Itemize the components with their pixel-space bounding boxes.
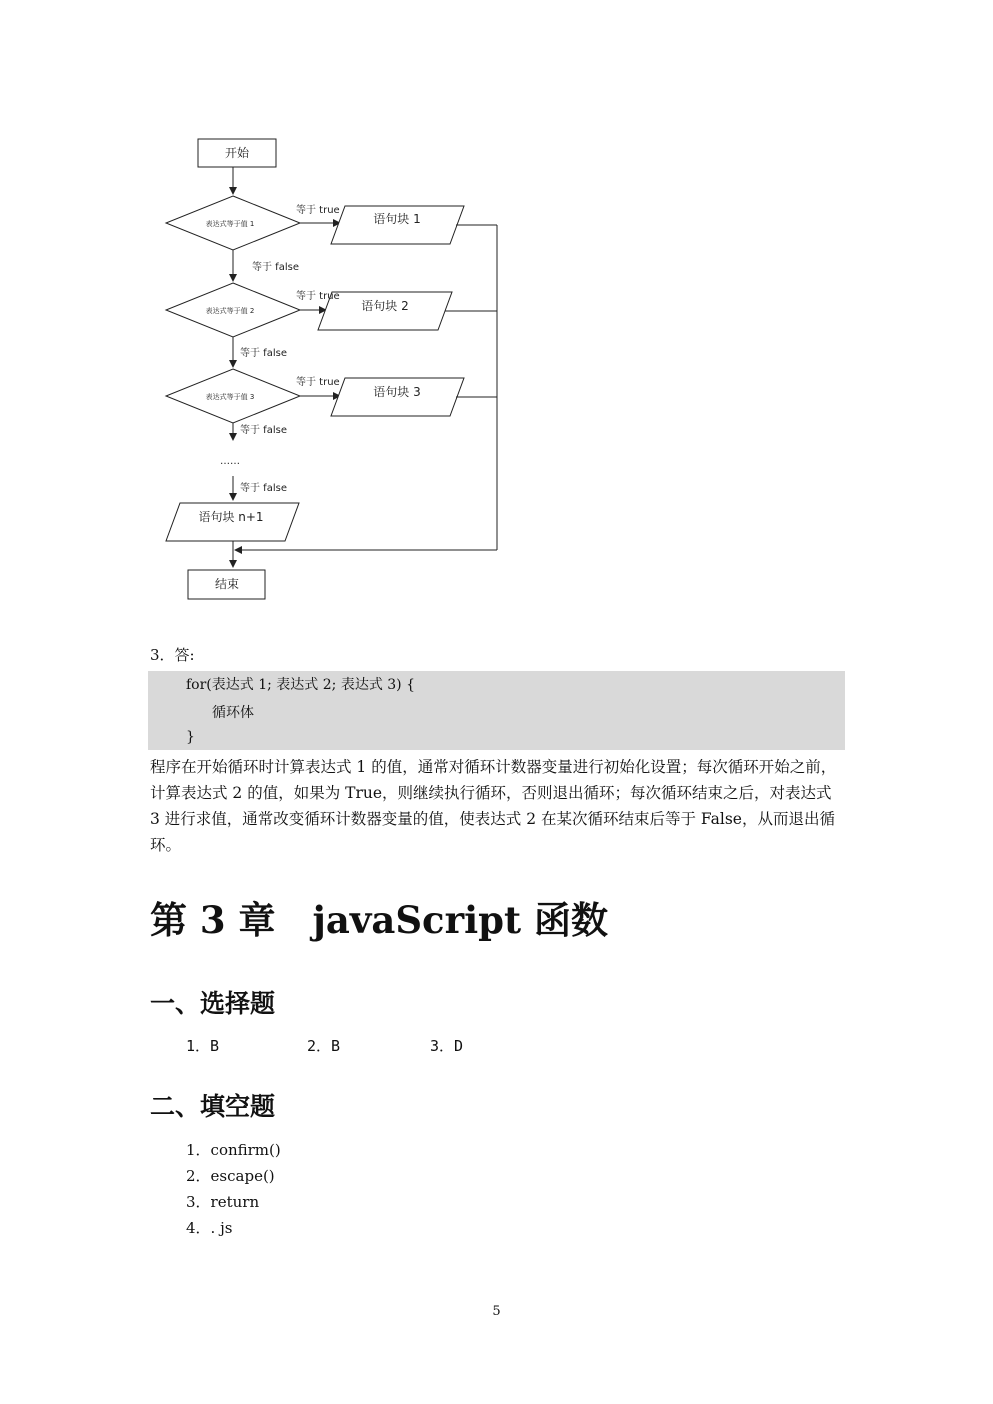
code-block xyxy=(148,671,845,750)
fill-answer-4: 4．. js xyxy=(186,1219,233,1237)
block-n1-label: 语句块 n+1 xyxy=(198,510,264,524)
false-label-2: 等于 false xyxy=(240,348,287,359)
true-label-1: 等于 true xyxy=(296,205,340,216)
false-label-1: 等于 false xyxy=(252,262,299,273)
false-label-3: 等于 false xyxy=(240,425,287,436)
chapter-title: 第 3 章 javaScript 函数 xyxy=(150,898,608,942)
block-3-label: 语句块 3 xyxy=(373,385,421,399)
choice-answer-1: 1．B xyxy=(186,1037,220,1055)
choice-answer-2: 2．B xyxy=(307,1037,341,1055)
explanation-paragraph: 程序在开始循环时计算表达式 1 的值，通常对循环计数器变量进行初始化设置；每次循环开始之前，计算表达式 2 的值，如果为 True，则继续执行循环，否则退出循环；每次循环结束之后，对表达式 3 进行求值，通常改变循环计数器变量的值，使表达式 2 在某次循环结束后等于 False，从而退出循环。 xyxy=(150,758,837,854)
code-line-1: for(表达式 1; 表达式 2; 表达式 3) { xyxy=(186,677,415,693)
true-label-2: 等于 true xyxy=(296,291,340,302)
code-line-3: } xyxy=(186,729,195,745)
start-label: 开始 xyxy=(224,146,250,160)
section-fill-title: 二、填空题 xyxy=(150,1092,276,1121)
code-line-2: 循环体 xyxy=(212,705,254,721)
flowchart xyxy=(0,0,993,620)
true-label-3: 等于 true xyxy=(296,377,340,388)
condition-3-label: 表达式等于值 3 xyxy=(205,393,255,401)
block-2-label: 语句块 2 xyxy=(361,299,409,313)
block-1-label: 语句块 1 xyxy=(373,212,421,226)
answer-label: 3．答: xyxy=(150,646,195,664)
fill-answer-3: 3．return xyxy=(186,1193,260,1211)
page-number: 5 xyxy=(492,1304,501,1319)
end-label: 结束 xyxy=(214,577,240,591)
fill-answer-1: 1．confirm() xyxy=(186,1141,281,1159)
choice-answer-3: 3．D xyxy=(430,1037,464,1055)
section-choice-title: 一、选择题 xyxy=(150,989,276,1018)
fill-answer-2: 2．escape() xyxy=(186,1167,275,1185)
condition-2-label: 表达式等于值 2 xyxy=(205,307,255,315)
ellipsis-label: …… xyxy=(220,456,240,467)
condition-1-label: 表达式等于值 1 xyxy=(205,220,255,228)
false-label-4: 等于 false xyxy=(240,483,287,494)
